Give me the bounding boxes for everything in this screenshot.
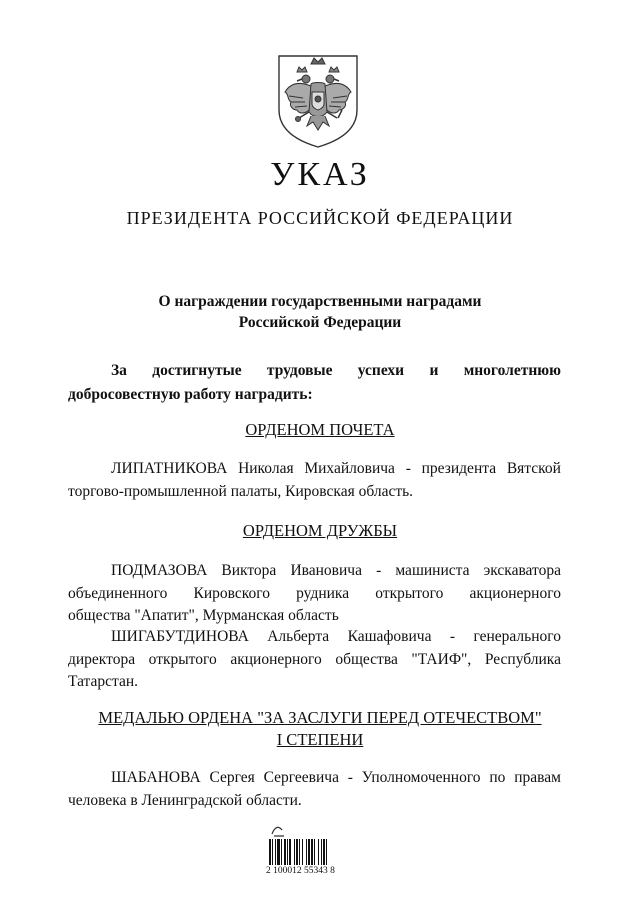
recipient-word: Кировского — [193, 584, 270, 602]
recipient-word: Николая — [238, 460, 294, 477]
recipient-line: общества "Апатит", Мурманская область — [68, 607, 339, 624]
preamble-word: трудовые — [266, 362, 333, 379]
recipient-podmazov — [68, 560, 561, 628]
barcode-number: 2 100012 55343 8 — [266, 866, 335, 876]
barcode-bar — [308, 839, 310, 865]
recipient-word: акционерного — [469, 584, 561, 602]
barcode-bar — [296, 839, 298, 865]
recipient-word: президента — [421, 460, 497, 477]
recipient-line: торгово-промышленной палаты, Кировская область. — [68, 482, 414, 500]
recipient-word: Кашафовича — [347, 628, 432, 645]
recipient-line — [68, 560, 561, 583]
recipient-word: объединенного — [68, 584, 168, 602]
subject-line-2: Российской Федерации — [238, 314, 402, 331]
preamble-line-1 — [68, 359, 561, 383]
recipient-line — [68, 583, 561, 606]
barcode-bar — [281, 839, 282, 865]
recipient-word: - — [376, 562, 382, 579]
award-heading-line-2: I СТЕПЕНИ — [276, 730, 364, 749]
barcode-bar — [326, 839, 327, 865]
barcode-bar — [302, 839, 303, 865]
recipient-line — [68, 649, 561, 672]
recipient-word: - — [449, 628, 456, 645]
recipient-word: Уполномоченного — [361, 769, 481, 786]
barcode-bar — [314, 839, 315, 865]
barcode-bar — [289, 839, 291, 865]
barcode-bar — [277, 839, 280, 865]
recipient-word: экскаватора — [483, 562, 561, 579]
recipient-word: рудника — [296, 584, 350, 602]
recipient-lipatnikov — [68, 458, 561, 503]
recipient-word: Михайловича — [304, 460, 395, 477]
document-title: УКАЗ — [270, 156, 370, 193]
recipient-word: ЛИПАТНИКОВА — [111, 460, 228, 477]
registration-mark-icon — [270, 824, 286, 838]
barcode-bar — [269, 839, 271, 865]
barcode-bar — [311, 839, 313, 865]
barcode-bar — [318, 839, 319, 865]
award-heading-medal-of-order — [0, 707, 640, 751]
subject-line-1: О награждении государственными наградами — [158, 293, 482, 310]
preamble-word: успехи — [357, 362, 405, 379]
recipient-line: человека в Ленинградской области. — [68, 791, 302, 809]
coat-of-arms-icon — [273, 52, 363, 148]
barcode-bar — [284, 839, 286, 865]
recipient-line — [68, 458, 561, 481]
recipient-line — [68, 626, 561, 649]
barcode-bar — [272, 839, 273, 865]
preamble-word: многолетнюю — [463, 362, 561, 379]
recipient-word: ШИГАБУТДИНОВА — [111, 628, 249, 645]
recipient-shigabutdinov — [68, 626, 561, 694]
recipient-word: открытого — [375, 584, 444, 602]
recipient-word: "ТАИФ", — [411, 650, 472, 668]
preamble-line-2: добросовестную работу наградить: — [68, 386, 313, 403]
recipient-word: Республика — [484, 650, 561, 668]
recipient-word: ШАБАНОВА — [111, 769, 201, 786]
barcode-bar — [294, 839, 295, 865]
document-subtitle: ПРЕЗИДЕНТА РОССИЙСКОЙ ФЕДЕРАЦИИ — [126, 208, 514, 228]
recipient-word: Альберта — [267, 628, 330, 645]
decree-subject — [0, 291, 640, 333]
award-heading-order-of-honour: ОРДЕНОМ ПОЧЕТА — [245, 420, 395, 439]
award-heading-order-of-friendship: ОРДЕНОМ ДРУЖБЫ — [242, 521, 398, 540]
barcode-bar — [275, 839, 276, 865]
recipient-word: открытого — [148, 650, 217, 668]
recipient-word: акционерного — [230, 650, 322, 668]
recipient-word: правам — [514, 769, 561, 786]
barcode-bar — [299, 839, 300, 865]
recipient-word: Виктора — [221, 562, 277, 579]
preamble-word: За — [111, 362, 127, 379]
recipient-word: машиниста — [395, 562, 470, 579]
recipient-line — [68, 767, 561, 790]
recipient-word: - — [405, 460, 411, 477]
preamble — [68, 359, 561, 407]
recipient-word: ПОДМАЗОВА — [111, 562, 208, 579]
recipient-line: Татарстан. — [68, 673, 139, 690]
barcode-bar — [306, 839, 307, 865]
recipient-shabanov — [68, 767, 561, 812]
recipient-word: - — [347, 769, 353, 786]
recipient-word: по — [489, 769, 506, 786]
barcode-bar — [323, 839, 325, 865]
recipient-word: общества — [335, 650, 398, 668]
barcode-bar — [287, 839, 288, 865]
recipient-word: Вятской — [506, 460, 561, 477]
recipient-word: Сергеевича — [263, 769, 339, 786]
recipient-word: генерального — [473, 628, 561, 645]
recipient-word: директора — [68, 650, 136, 668]
recipient-word: Ивановича — [290, 562, 362, 579]
award-heading-line-1: МЕДАЛЬЮ ОРДЕНА "ЗА ЗАСЛУГИ ПЕРЕД ОТЕЧЕСТВОМ" — [98, 708, 542, 727]
barcode-bar — [321, 839, 322, 865]
preamble-word: и — [429, 362, 439, 379]
barcode-icon — [268, 839, 353, 867]
preamble-word: достигнутые — [152, 362, 242, 379]
recipient-word: Сергея — [209, 769, 255, 786]
